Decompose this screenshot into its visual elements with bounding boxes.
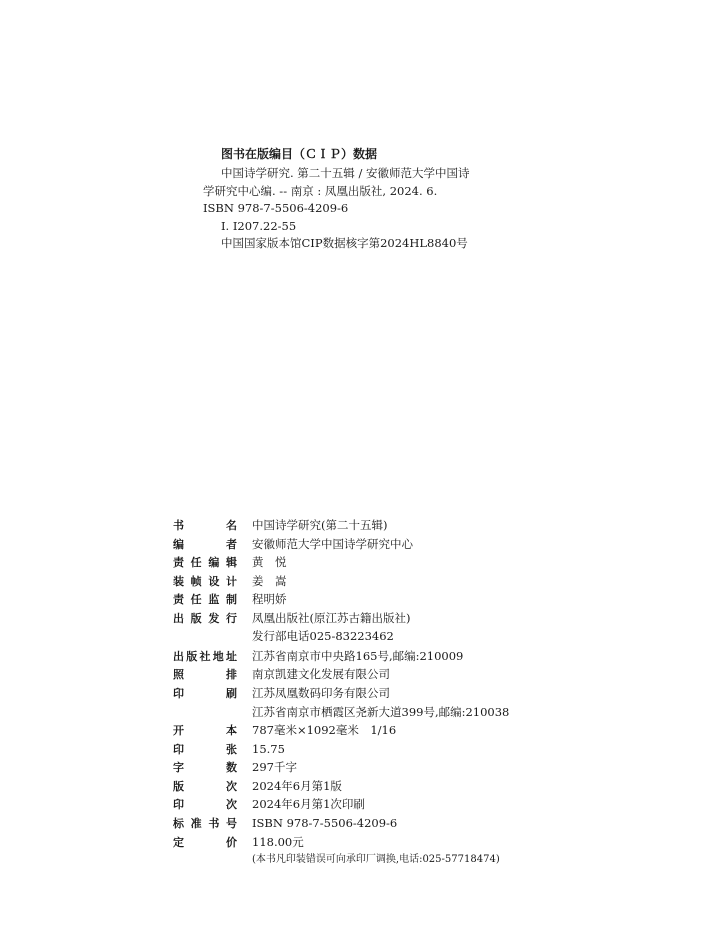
colophon-label bbox=[173, 740, 237, 758]
colophon-row bbox=[0, 647, 705, 665]
label-char: 监 bbox=[208, 593, 220, 606]
colophon-row bbox=[0, 833, 705, 851]
label-char: 字 bbox=[173, 761, 184, 774]
colophon-value: 凤凰出版社(原江苏古籍出版社) bbox=[252, 611, 411, 625]
colophon-value: (本书凡印装错误可向承印厂调换,电话:025-57718474) bbox=[252, 854, 500, 865]
label-char: 任 bbox=[190, 556, 202, 569]
colophon-label bbox=[173, 590, 237, 608]
label-char: 排 bbox=[226, 668, 237, 681]
label-char: 辑 bbox=[225, 556, 237, 569]
label-char: 任 bbox=[190, 593, 202, 606]
label-char: 印 bbox=[173, 743, 184, 756]
colophon-row bbox=[0, 516, 705, 534]
label-char: 版 bbox=[173, 780, 184, 793]
colophon-value: 黄 悦 bbox=[252, 555, 287, 569]
label-char: 书 bbox=[173, 519, 184, 532]
colophon-row bbox=[0, 740, 705, 758]
colophon-label bbox=[173, 516, 237, 534]
label-char: 出 bbox=[173, 612, 184, 625]
label-char: 帧 bbox=[190, 575, 202, 588]
colophon-label bbox=[173, 833, 237, 851]
colophon-label bbox=[173, 535, 237, 553]
colophon-row bbox=[0, 590, 705, 608]
colophon-row bbox=[0, 777, 705, 795]
label-char: 出 bbox=[173, 650, 184, 663]
cip-line: 学研究中心编. -- 南京 : 凤凰出版社, 2024. 6. bbox=[203, 184, 438, 198]
colophon-value: 2024年6月第1版 bbox=[252, 779, 342, 793]
colophon-value: 787毫米×1092毫米 1/16 bbox=[252, 723, 397, 737]
colophon-label bbox=[173, 814, 237, 832]
label-char: 印 bbox=[173, 687, 184, 700]
colophon-value: 姜 嵩 bbox=[252, 574, 287, 588]
colophon-row bbox=[0, 609, 705, 627]
label-char: 设 bbox=[208, 575, 220, 588]
cip-line: 中国诗学研究. 第二十五辑 / 安徽师范大学中国诗 bbox=[221, 166, 470, 180]
colophon-row bbox=[0, 572, 705, 590]
colophon-label bbox=[173, 553, 237, 571]
colophon-row bbox=[0, 851, 705, 869]
label-char: 版 bbox=[190, 612, 202, 625]
label-char: 号 bbox=[225, 817, 237, 830]
colophon-row bbox=[0, 758, 705, 776]
colophon-row bbox=[0, 721, 705, 739]
label-char: 价 bbox=[226, 836, 237, 849]
label-char: 刷 bbox=[226, 687, 237, 700]
colophon-value: 南京凯建文化发展有限公司 bbox=[252, 667, 390, 681]
colophon-row bbox=[0, 795, 705, 813]
colophon-label bbox=[173, 795, 237, 813]
colophon-label bbox=[173, 777, 237, 795]
label-char: 发 bbox=[208, 612, 220, 625]
cip-title: 图书在版编目（ＣＩＰ）数据 bbox=[221, 147, 378, 161]
colophon-label bbox=[173, 758, 237, 776]
colophon-value: 程明娇 bbox=[252, 592, 287, 606]
label-char: 计 bbox=[225, 575, 237, 588]
cip-line: ISBN 978-7-5506-4209-6 bbox=[203, 201, 349, 215]
label-char: 版 bbox=[186, 650, 198, 663]
colophon-row bbox=[0, 703, 705, 721]
colophon-value: ISBN 978-7-5506-4209-6 bbox=[252, 816, 398, 830]
label-char: 标 bbox=[173, 817, 184, 830]
label-char: 次 bbox=[226, 780, 237, 793]
label-char: 张 bbox=[226, 743, 237, 756]
label-char: 次 bbox=[226, 798, 237, 811]
label-char: 社 bbox=[199, 650, 211, 663]
label-char: 数 bbox=[226, 761, 237, 774]
colophon-value: 发行部电话025-83223462 bbox=[252, 629, 394, 643]
label-char: 行 bbox=[225, 612, 237, 625]
colophon-row bbox=[0, 814, 705, 832]
colophon-row bbox=[0, 665, 705, 683]
colophon-label bbox=[173, 572, 237, 590]
label-char: 开 bbox=[173, 724, 184, 737]
label-char: 名 bbox=[226, 519, 237, 532]
colophon-label bbox=[173, 647, 237, 665]
colophon-value: 江苏省南京市中央路165号,邮编:210009 bbox=[252, 649, 464, 663]
label-char: 制 bbox=[225, 593, 237, 606]
label-char: 照 bbox=[173, 668, 184, 681]
colophon-label bbox=[173, 721, 237, 739]
colophon-label bbox=[173, 609, 237, 627]
label-char: 印 bbox=[173, 798, 184, 811]
cip-line: Ⅰ. I207.22-55 bbox=[221, 219, 297, 233]
label-char: 本 bbox=[226, 724, 237, 737]
colophon-value: 2024年6月第1次印刷 bbox=[252, 797, 365, 811]
label-char: 书 bbox=[208, 817, 220, 830]
colophon-value: 15.75 bbox=[252, 742, 285, 756]
label-char: 责 bbox=[173, 593, 184, 606]
colophon-value: 297千字 bbox=[252, 760, 297, 774]
label-char: 装 bbox=[173, 575, 184, 588]
label-char: 编 bbox=[173, 538, 184, 551]
label-char: 定 bbox=[173, 836, 184, 849]
colophon-value: 江苏凤凰数码印务有限公司 bbox=[252, 686, 390, 700]
colophon-row bbox=[0, 684, 705, 702]
colophon-value: 中国诗学研究(第二十五辑) bbox=[252, 518, 388, 532]
colophon-label bbox=[173, 665, 237, 683]
colophon-row bbox=[0, 553, 705, 571]
colophon-row bbox=[0, 535, 705, 553]
label-char: 地 bbox=[212, 650, 224, 663]
label-char: 准 bbox=[190, 817, 202, 830]
label-char: 者 bbox=[226, 538, 237, 551]
colophon-value: 118.00元 bbox=[252, 835, 304, 849]
label-char: 编 bbox=[208, 556, 220, 569]
colophon-value: 江苏省南京市栖霞区尧新大道399号,邮编:210038 bbox=[252, 705, 510, 719]
label-char: 址 bbox=[226, 650, 237, 663]
colophon-label bbox=[173, 684, 237, 702]
cip-line: 中国国家版本馆CIP数据核字第2024HL8840号 bbox=[221, 236, 468, 250]
colophon-value: 安徽师范大学中国诗学研究中心 bbox=[252, 537, 413, 551]
colophon-row bbox=[0, 627, 705, 645]
label-char: 责 bbox=[173, 556, 184, 569]
